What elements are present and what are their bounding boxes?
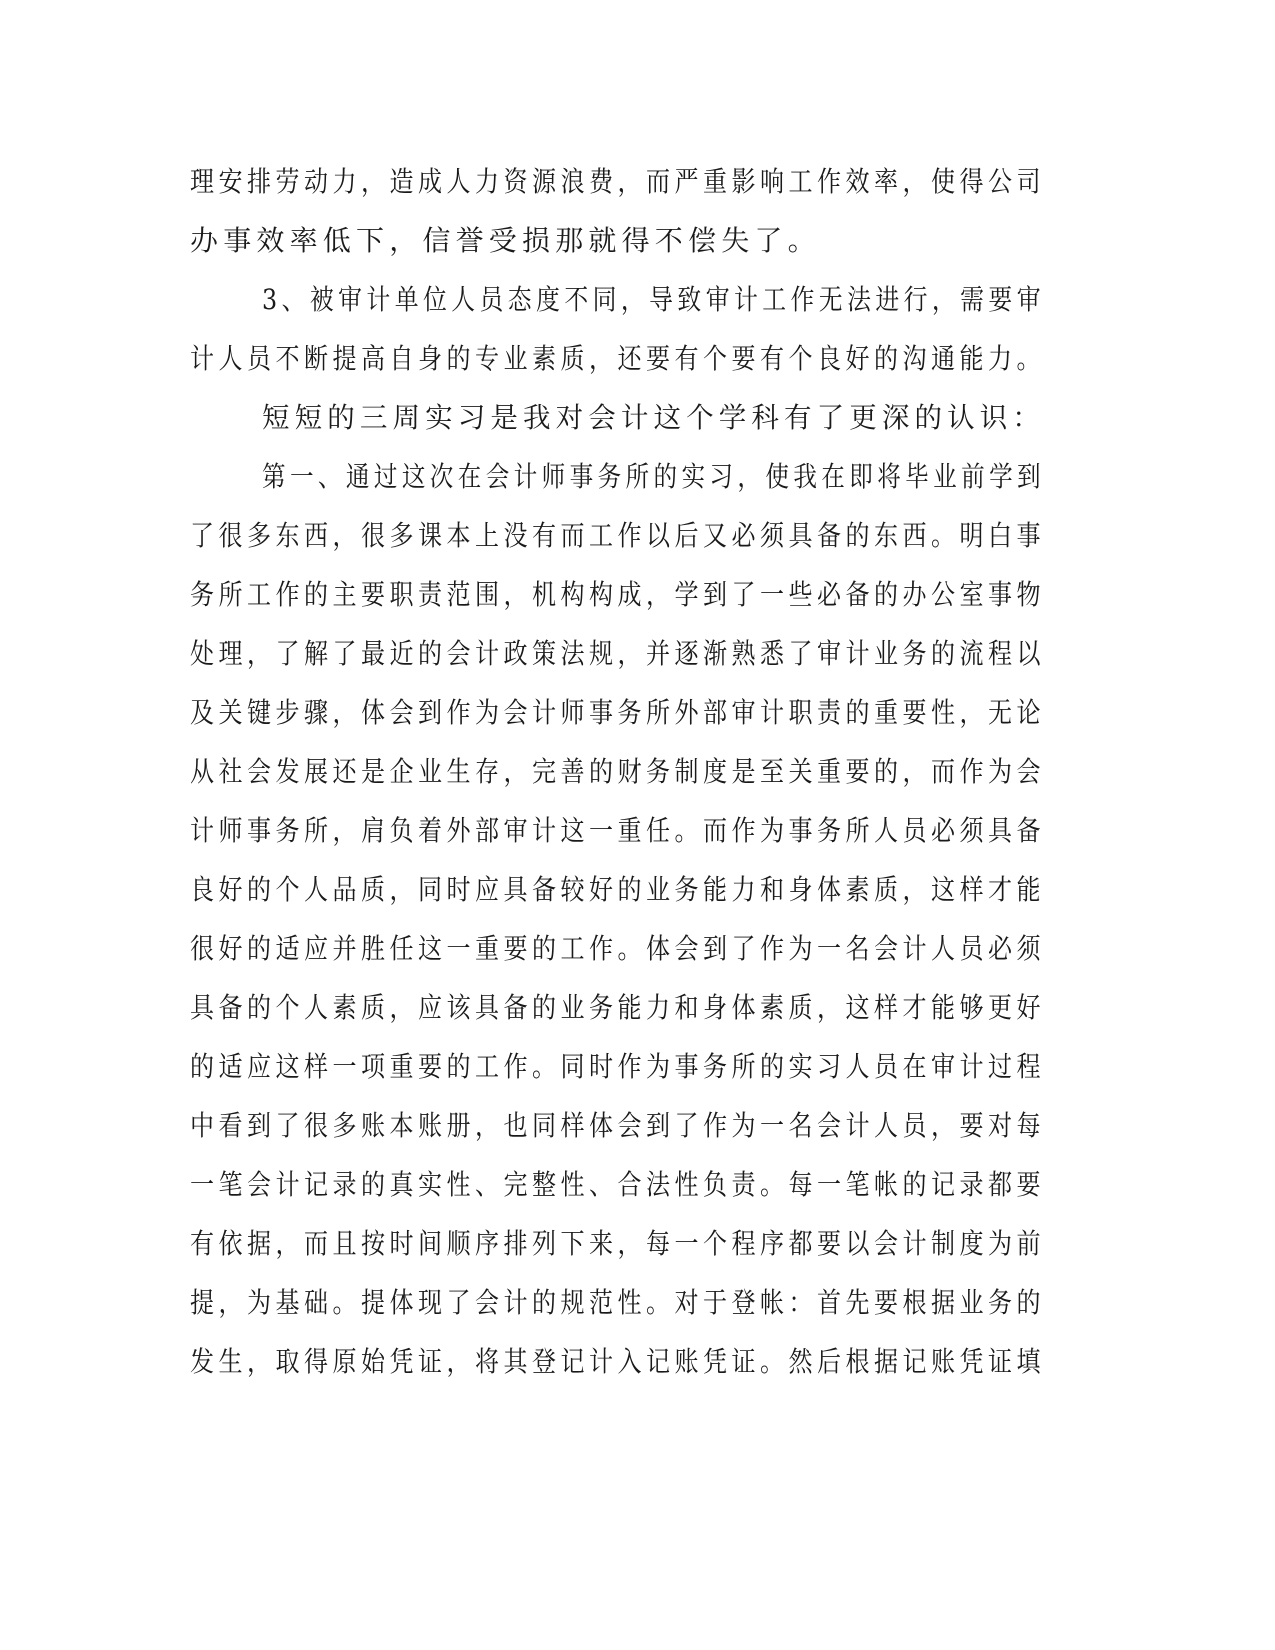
text-line-12: 计师事务所，肩负着外部审计这一重任。而作为事务所人员必须具备 <box>190 814 1045 847</box>
text-line-19: 有依据，而且按时间顺序排列下来，每一个程序都要以会计制度为前 <box>190 1227 1045 1260</box>
text-line-17: 中看到了很多账本账册，也同样体会到了作为一名会计人员，要对每 <box>190 1109 1045 1142</box>
text-line-14: 很好的适应并胜任这一重要的工作。体会到了作为一名会计人员必须 <box>190 932 1045 965</box>
text-line-7: 了很多东西，很多课本上没有而工作以后又必须具备的东西。明白事 <box>190 519 1045 552</box>
text-line-8: 务所工作的主要职责范围，机构构成，学到了一些必备的办公室事物 <box>190 578 1045 611</box>
text-line-20: 提，为基础。提体现了会计的规范性。对于登帐：首先要根据业务的 <box>190 1286 1045 1319</box>
paragraph-start-3: 3、被审计单位人员态度不同，导致审计工作无法进行，需要审 <box>262 283 1045 316</box>
text-line-11: 从社会发展还是企业生存，完善的财务制度是至关重要的，而作为会 <box>190 755 1045 788</box>
text-line-13: 良好的个人品质，同时应具备较好的业务能力和身体素质，这样才能 <box>190 873 1045 906</box>
text-line-15: 具备的个人素质，应该具备的业务能力和身体素质，这样才能够更好 <box>190 991 1045 1024</box>
text-line-1: 理安排劳动力，造成人力资源浪费，而严重影响工作效率，使得公司 <box>190 165 1045 198</box>
text-line-4: 计人员不断提高自身的专业素质，还要有个要有个良好的沟通能力。 <box>190 342 1045 375</box>
text-line-10: 及关键步骤，体会到作为会计师事务所外部审计职责的重要性，无论 <box>190 696 1045 729</box>
text-line-16: 的适应这样一项重要的工作。同时作为事务所的实习人员在审计过程 <box>190 1050 1045 1083</box>
paragraph-start-first: 第一、通过这次在会计师事务所的实习，使我在即将毕业前学到 <box>262 460 1046 493</box>
paragraph-start-summary: 短短的三周实习是我对会计这个学科有了更深的认识： <box>262 401 1046 434</box>
text-line-18: 一笔会计记录的真实性、完整性、合法性负责。每一笔帐的记录都要 <box>190 1168 1045 1201</box>
text-line-21: 发生，取得原始凭证，将其登记计入记账凭证。然后根据记账凭证填 <box>190 1345 1045 1378</box>
text-line-9: 处理，了解了最近的会计政策法规，并逐渐熟悉了审计业务的流程以 <box>190 637 1045 670</box>
text-line-2: 办事效率低下，信誉受损那就得不偿失了。 <box>190 224 821 257</box>
